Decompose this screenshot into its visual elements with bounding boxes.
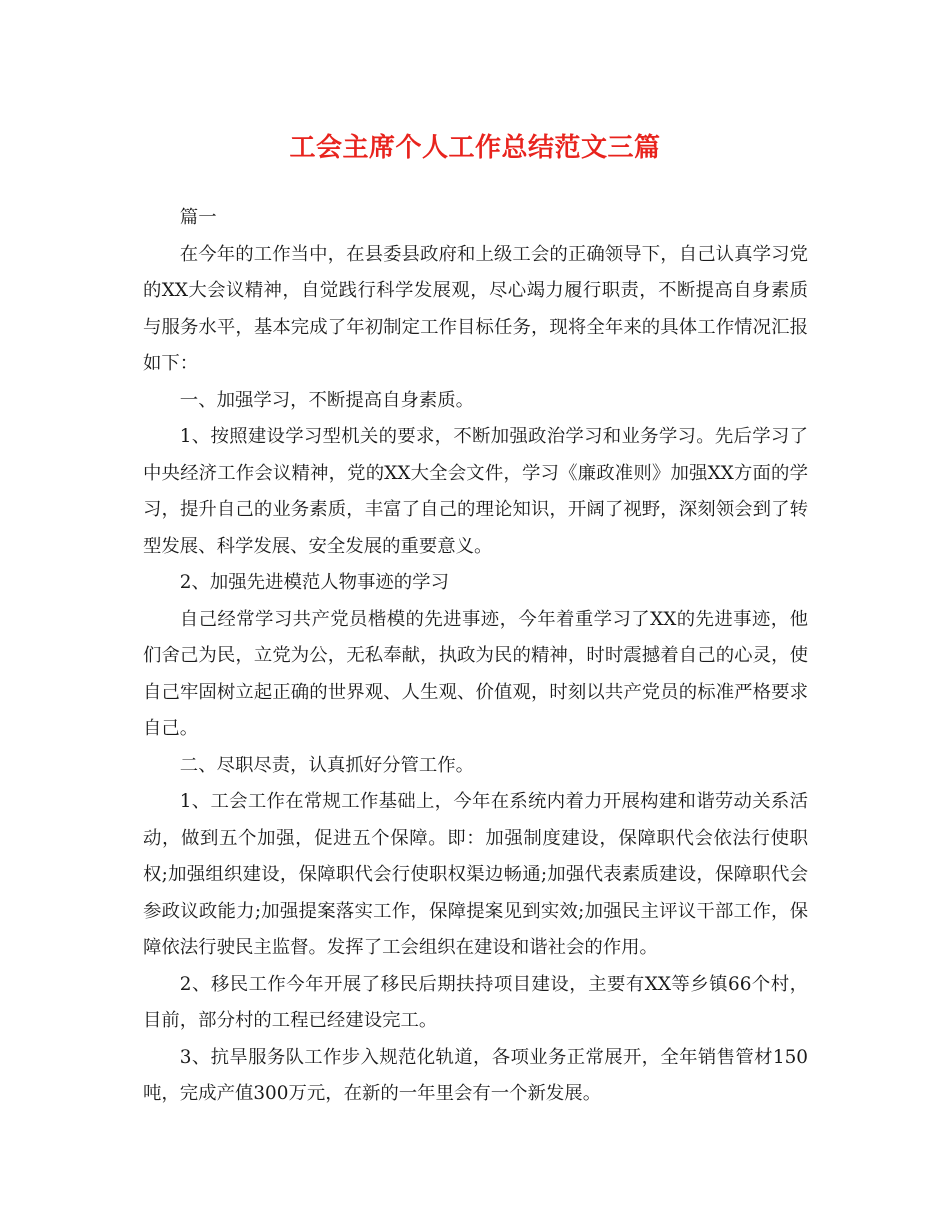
document-body — [143, 200, 808, 1113]
section-heading: 篇一 — [179, 207, 217, 228]
paragraph: 3、抗旱服务队工作步入规范化轨道，各项业务正常展开，全年销售管材150吨，完成产值300万元，在新的一年里会有一个新发展。 — [143, 1046, 808, 1104]
paragraph: 2、移民工作今年开展了移民后期扶持项目建设，主要有XX等乡镇66个村，目前，部分村的工程已经建设完工。 — [143, 973, 808, 1031]
paragraph: 一、加强学习，不断提高自身素质。 — [179, 389, 475, 411]
paragraph: 1、工会工作在常规工作基础上，今年在系统内着力开展构建和谐劳动关系活动，做到五个加强，促进五个保障。即：加强制度建设，保障职代会依法行使职权;加强组织建设，保障职代会行使职权渠边畅通;加强代表素质建设，保障职代会参政议政能力;加强提案落实工作，保障提案见到实效;加强民主评议干部工作，保障依法行驶民主监督。发挥了工会组织在建设和谐社会的作用。 — [143, 791, 808, 958]
paragraph: 自己经常学习共产党员楷模的先进事迹，今年着重学习了XX的先进事迹，他们舍己为民，立党为公，无私奉献，执政为民的精神，时时震撼着自己的心灵，使自己牢固树立起正确的世界观、人生观、价值观，时刻以共产党员的标准严格要求自己。 — [143, 608, 808, 739]
paragraph: 1、按照建设学习型机关的要求，不断加强政治学习和业务学习。先后学习了中央经济工作会议精神，党的XX大全会文件，学习《廉政准则》加强XX方面的学习，提升自己的业务素质，丰富了自己的理论知识，开阔了视野，深刻领会到了转型发展、科学发展、安全发展的重要意义。 — [143, 426, 808, 557]
paragraph: 二、尽职尽责，认真抓好分管工作。 — [179, 754, 475, 776]
paragraph: 在今年的工作当中，在县委县政府和上级工会的正确领导下，自己认真学习党的XX大会议精神，自觉践行科学发展观，尽心竭力履行职责，不断提高自身素质与服务水平，基本完成了年初制定工作目标任务，现将全年来的具体工作情况汇报如下： — [143, 243, 808, 374]
document-title: 工会主席个人工作总结范文三篇 — [289, 133, 661, 163]
paragraph: 2、加强先进模范人物事迹的学习 — [179, 572, 449, 593]
